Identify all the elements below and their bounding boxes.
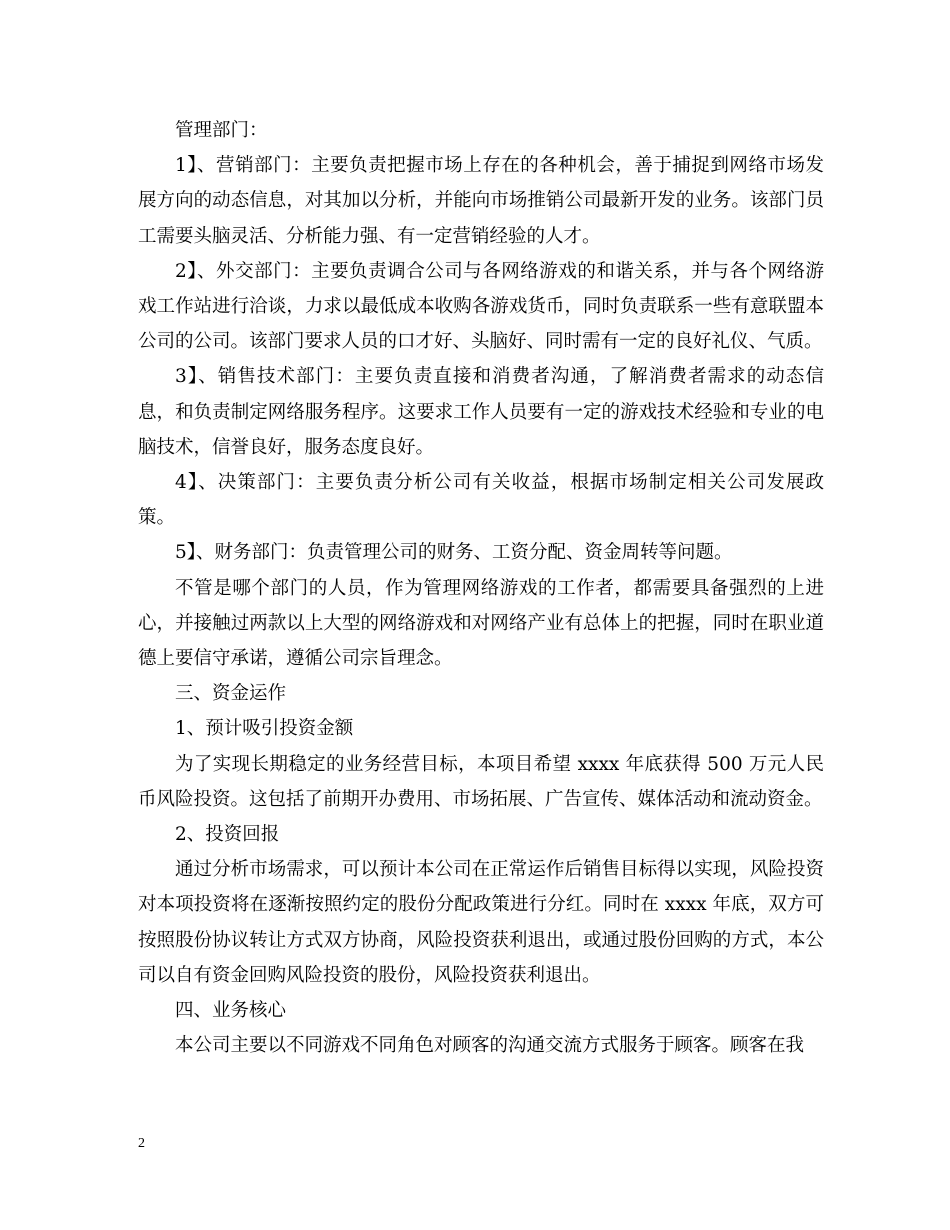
paragraph-decision-department: 4】、决策部门：主要负责分析公司有关收益，根据市场制定相关公司发展政策。	[138, 472, 824, 529]
document-body	[138, 113, 824, 1063]
paragraph-finance-department: 5】、财务部门：负责管理公司的财务、工资分配、资金周转等问题。	[175, 542, 733, 564]
paragraph-investment-amount: 为了实现长期稳定的业务经营目标，本项目希望 xxxx 年底获得 500 万元人民币风险投资。这包括了前期开办费用、市场拓展、广告宣传、媒体活动和流动资金。	[138, 753, 824, 810]
paragraph-external-affairs-department: 2】、外交部门：主要负责调合公司与各网络游戏的和谐关系，并与各个网络游戏工作站进行洽谈，力求以最低成本收购各游戏货币，同时负责联系一些有意联盟本公司的公司。该部门要求人员的口才好、头脑好、同时需有一定的良好礼仪、气质。	[138, 260, 824, 353]
paragraph-staff-requirements: 不管是哪个部门的人员，作为管理网络游戏的工作者，都需要具备强烈的上进心，并接触过两款以上大型的网络游戏和对网络产业有总体上的把握，同时在职业道德上要信守承诺，遵循公司宗旨理念。	[138, 577, 824, 670]
page-number: 2	[138, 1136, 145, 1151]
heading-expected-investment: 1、预计吸引投资金额	[175, 718, 354, 740]
paragraph-investment-return: 通过分析市场需求，可以预计本公司在正常运作后销售目标得以实现，风险投资对本项投资将在逐渐按照约定的股份分配政策进行分红。同时在 xxxx 年底，双方可按照股份协议转让方式双方协商，风险投资获利退出，或通过股份回购的方式，本公司以自有资金回购风险投资的股份，风险投资获利退出。	[138, 859, 824, 986]
paragraph-business-core: 本公司主要以不同游戏不同角色对顾客的沟通交流方式服务于顾客。顾客在我	[175, 1035, 805, 1057]
paragraph-management-departments: 管理部门：	[175, 120, 268, 141]
paragraph-marketing-department: 1】、营销部门：主要负责把握市场上存在的各种机会，善于捕捉到网络市场发展方向的动态信息，对其加以分析，并能向市场推销公司最新开发的业务。该部门员工需要头脑灵活、分析能力强、有一定营销经验的人才。	[138, 155, 824, 247]
heading-investment-return: 2、投资回报	[175, 824, 280, 846]
paragraph-sales-tech-department: 3】、销售技术部门：主要负责直接和消费者沟通，了解消费者需求的动态信息，和负责制定网络服务程序。这要求工作人员要有一定的游戏技术经验和专业的电脑技术，信誉良好，服务态度良好。	[138, 366, 824, 458]
heading-business-core: 四、业务核心	[175, 1000, 287, 1022]
heading-capital-operation: 三、资金运作	[175, 683, 287, 705]
